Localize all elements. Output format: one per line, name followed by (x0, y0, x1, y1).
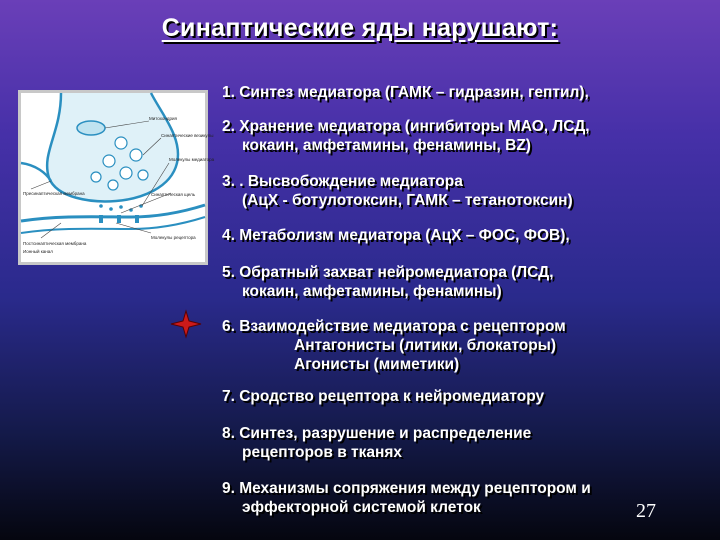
label-molecules: Молекулы медиатора (169, 157, 215, 162)
list-item: 2. Хранение медиатора (ингибиторы МАО, ЛСД, кокаин, амфетамины, фенамины, BZ) (222, 118, 590, 154)
label-postsyn-membrane: Постсинаптическая мембрана (23, 241, 87, 246)
label-presyn-membrane: Пресинаптическая мембрана (23, 191, 85, 196)
label-vesicles: Синаптические везикулы (161, 133, 214, 138)
list-item: 4. Метаболизм медиатора (АцХ – ФОС, ФОВ), (222, 227, 570, 244)
list-item: 6. Взаимодействие медиатора с рецептором Антагонисты (литики, блокаторы) Агонисты (миметики) (222, 318, 566, 373)
list-item: 7. Сродство рецептора к нейромедиатору (222, 388, 545, 405)
slide-title: Синаптические яды нарушают: (161, 14, 559, 42)
label-receptors: Молекулы рецептора (151, 235, 196, 240)
list-item: 1. Синтез медиатора (ГАМК – гидразин, гептил), (222, 84, 589, 101)
postsynaptic-membrane (21, 205, 205, 221)
list-item: 3. . Высвобождение медиатора (АцХ - ботулотоксин, ГАМК – тетанотоксин) (222, 173, 573, 209)
list-item: 9. Механизмы сопряжения между рецептором и эффекторной системой клеток (222, 480, 591, 516)
label-cleft: Синаптическая щель (151, 192, 196, 197)
transmitter-molecules (99, 204, 143, 212)
list-item: 8. Синтез, разрушение и распределение рецепторов в тканях (222, 425, 532, 461)
list-item: 5. Обратный захват нейромедиатора (ЛСД, кокаин, амфетамины, фенамины) (222, 264, 554, 300)
synapse-illustration (21, 93, 215, 262)
page-number: 27 (636, 500, 656, 522)
label-mitochondria: Митохондрия (149, 116, 177, 121)
star-icon (170, 310, 202, 343)
mitochondrion-shape (77, 121, 105, 135)
synapse-diagram (18, 90, 215, 265)
label-ion-channel: Ионный канал (23, 249, 53, 254)
